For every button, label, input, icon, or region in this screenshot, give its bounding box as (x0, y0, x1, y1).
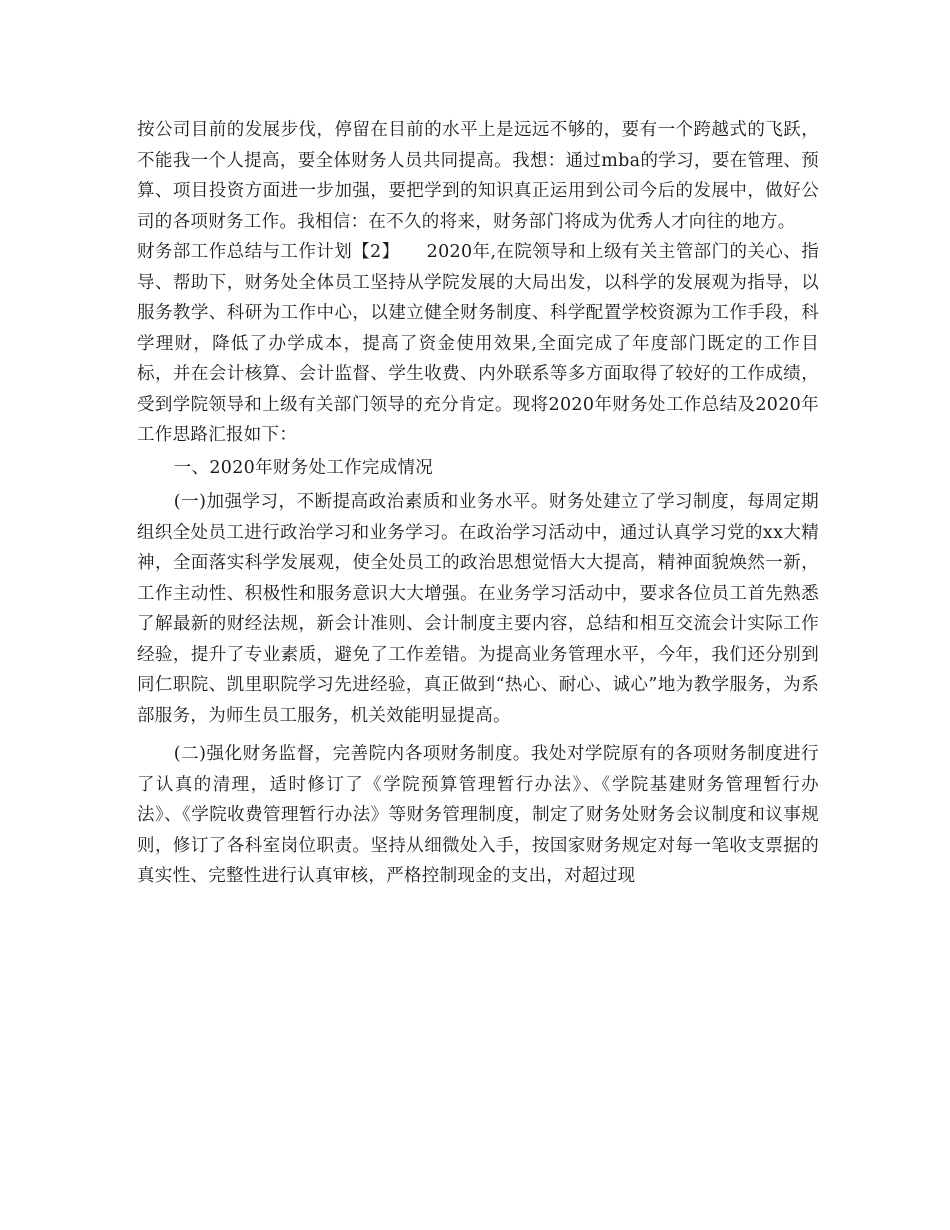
paragraph-study: (一)加强学习，不断提高政治素质和业务水平。财务处建立了学习制度，每周定期组织全处员工进行政治学习和业务学习。在政治学习活动中，通过认真学习党的xx大精神，全面落实科学发展观，使全处员工的政治思想觉悟大大提高，精神面貌焕然一新，工作主动性、积极性和服务意识大大增强。在业务学习活动中，要求各位员工首先熟悉了解最新的财经法规，新会计准则、会计制度主要内容，总结和相互交流会计实际工作经验，提升了专业素质，避免了工作差错。为提高业务管理水平，今年，我们还分别到同仁职院、凯里职院学习先进经验，真正做到“热心、耐心、诚心”地为教学服务，为系部服务，为师生员工服务，机关效能明显提高。 (137, 492, 819, 726)
paragraph-mba-conclusion: 按公司目前的发展步伐，停留在目前的水平上是远远不够的，要有一个跨越式的飞跃，不能我一个人提高，要全体财务人员共同提高。我想：通过mba的学习，要在管理、预算、项目投资方面进一步加强，要把学到的知识真正运用到公司今后的发展中，做好公司的各项财务工作。我相信：在不久的将来，财务部门将成为优秀人才向往的地方。 (137, 120, 819, 232)
paragraph-section-2-intro: 财务部工作总结与工作计划【2】 2020年,在院领导和上级有关主管部门的关心、指导、帮助下，财务处全体员工坚持从学院发展的大局出发，以科学的发展观为指导，以服务教学、科研为工作中心，以建立健全财务制度、科学配置学校资源为工作手段，科学理财，降低了办学成本，提高了资金使用效果,全面完成了年度部门既定的工作目标，并在会计核算、会计监督、学生收费、内外联系等多方面取得了较好的工作成绩，受到学院领导和上级有关部门领导的充分肯定。现将2020年财务处工作总结及2020年工作思路汇报如下： (137, 242, 819, 445)
document-body (137, 115, 819, 892)
paragraph-supervision: (二)强化财务监督，完善院内各项财务制度。我处对学院原有的各项财务制度进行了认真的清理，适时修订了《学院预算管理暂行办法》、《学院基建财务管理暂行办法》、《学院收费管理暂行办法》等财务管理制度，制定了财务处财务会议制度和议事规则，修订了各科室岗位职责。坚持从细微处入手，按国家财务规定对每一笔收支票据的真实性、完整性进行认真审核，严格控制现金的支出，对超过现 (137, 744, 819, 886)
section-heading-completion: 一、2020年财务处工作完成情况 (173, 457, 434, 478)
